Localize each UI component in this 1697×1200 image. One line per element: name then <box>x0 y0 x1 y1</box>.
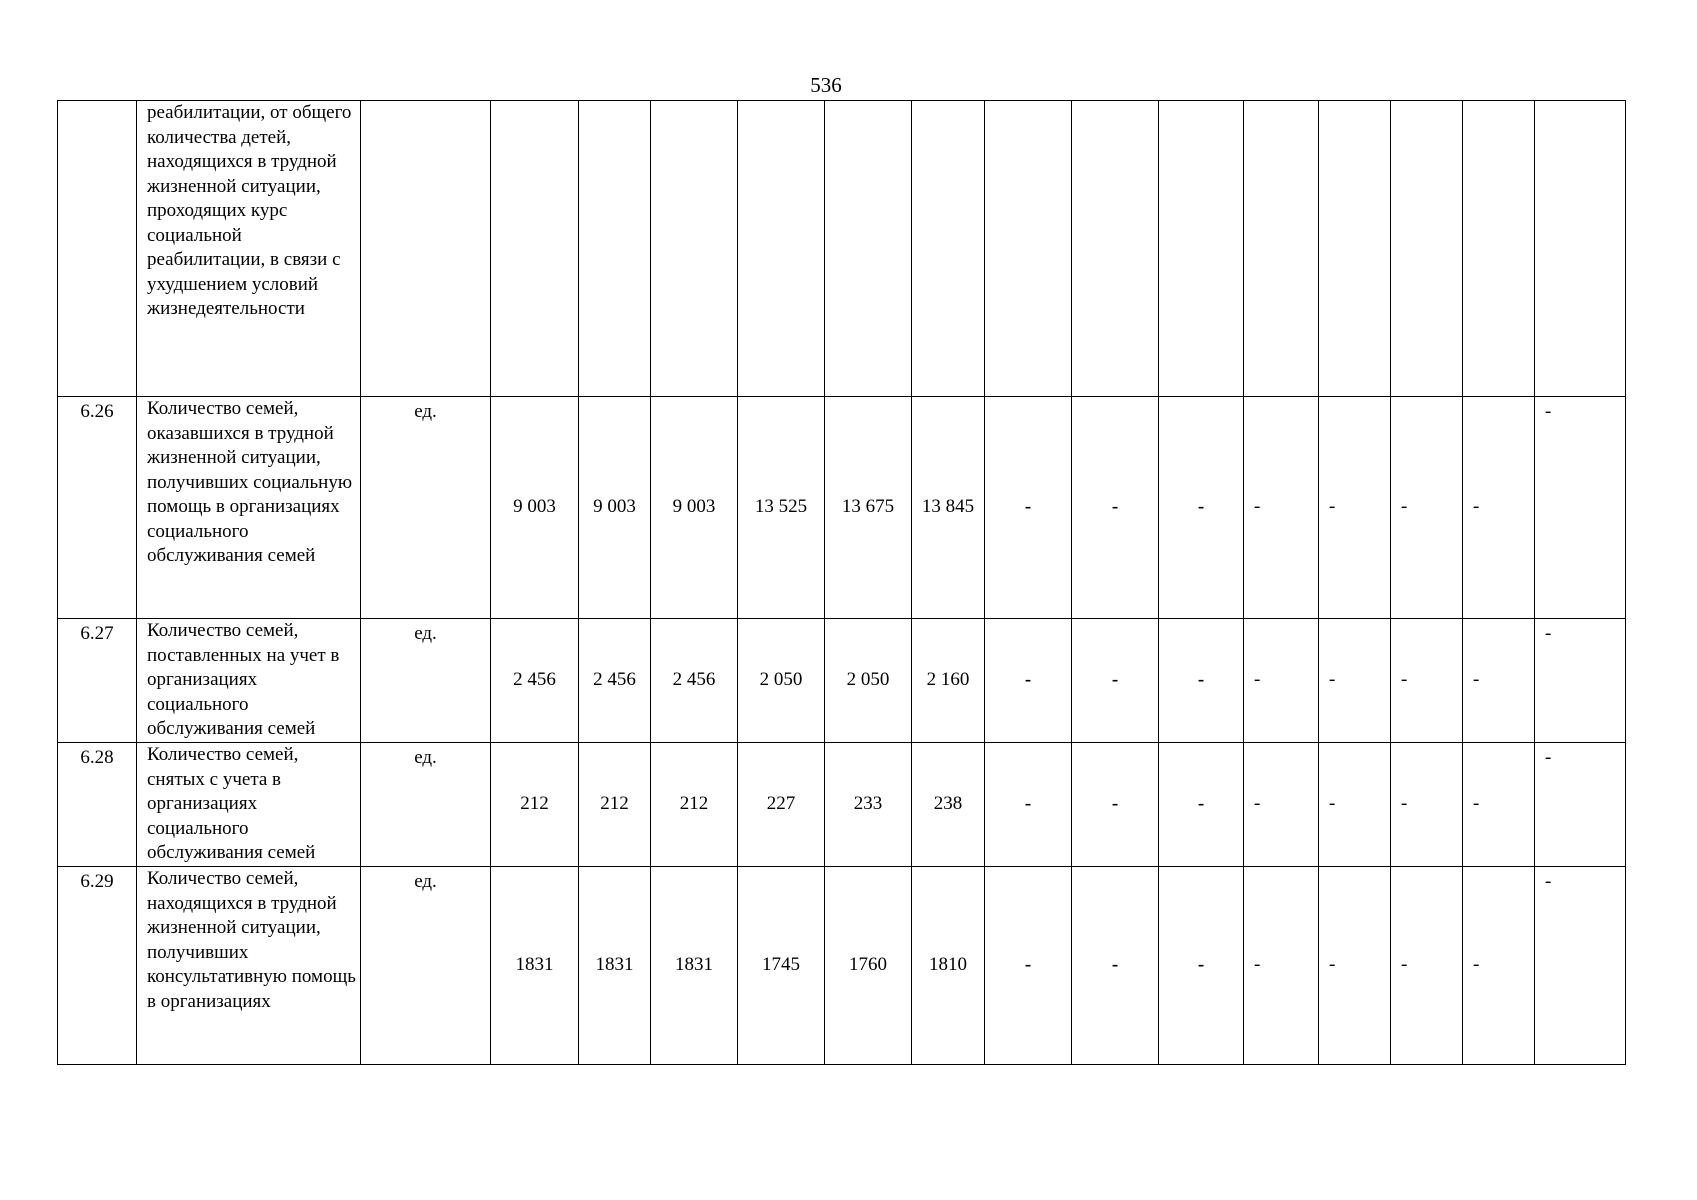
table-row <box>58 101 1626 397</box>
dash-cell <box>1319 101 1391 397</box>
value-cell <box>912 101 985 397</box>
indicator-name: Количество семей, оказавшихся в трудной жизненной ситуации, получивших социальную помощь в организациях социального обслуживания семей <box>137 397 361 619</box>
last-column-cell: - <box>1535 743 1626 867</box>
dash-cell: - <box>1463 619 1535 743</box>
indicator-name: реабилитации, от общего количества детей, находящихся в трудной жизненной ситуации, проходящих курс социальной реабилитации, в связи с ухудшением условий жизнедеятельности <box>137 101 361 397</box>
row-number <box>58 101 137 397</box>
value-cell: 238 <box>912 743 985 867</box>
dash-cell: - <box>1072 867 1159 1065</box>
dash-cell <box>1072 101 1159 397</box>
dash-cell <box>1244 101 1319 397</box>
last-column-cell: - <box>1535 867 1626 1065</box>
dash-cell: - <box>985 867 1072 1065</box>
value-cell: 1760 <box>825 867 912 1065</box>
dash-cell: - <box>1391 619 1463 743</box>
dash-cell: - <box>985 743 1072 867</box>
dash-cell: - <box>1319 397 1391 619</box>
dash-cell: - <box>1159 867 1244 1065</box>
unit-cell <box>361 101 491 397</box>
value-cell: 13 845 <box>912 397 985 619</box>
dash-cell: - <box>1319 867 1391 1065</box>
value-cell: 2 456 <box>651 619 738 743</box>
last-column-cell: - <box>1535 619 1626 743</box>
value-cell: 9 003 <box>579 397 651 619</box>
dash-cell: - <box>1159 397 1244 619</box>
value-cell <box>651 101 738 397</box>
dash-cell: - <box>1391 397 1463 619</box>
row-number: 6.26 <box>58 397 137 619</box>
last-column-cell <box>1535 101 1626 397</box>
value-cell: 13 525 <box>738 397 825 619</box>
dash-cell: - <box>1159 743 1244 867</box>
dash-cell: - <box>1072 619 1159 743</box>
value-cell: 9 003 <box>491 397 579 619</box>
unit-cell: ед. <box>361 619 491 743</box>
value-cell <box>825 101 912 397</box>
table-row <box>58 397 1626 619</box>
value-cell: 1831 <box>651 867 738 1065</box>
value-cell: 1831 <box>579 867 651 1065</box>
dash-cell <box>1159 101 1244 397</box>
dash-cell <box>1391 101 1463 397</box>
indicator-name: Количество семей, находящихся в трудной жизненной ситуации, получивших консультативную помощь в организациях <box>137 867 361 1065</box>
value-cell: 1831 <box>491 867 579 1065</box>
value-cell: 2 050 <box>738 619 825 743</box>
dash-cell: - <box>1463 743 1535 867</box>
value-cell: 2 050 <box>825 619 912 743</box>
dash-cell: - <box>985 619 1072 743</box>
table-row <box>58 743 1626 867</box>
dash-cell: - <box>1244 867 1319 1065</box>
indicator-name: Количество семей, снятых с учета в организациях социального обслуживания семей <box>137 743 361 867</box>
dash-cell: - <box>985 397 1072 619</box>
value-cell: 9 003 <box>651 397 738 619</box>
dash-cell: - <box>1159 619 1244 743</box>
dash-cell: - <box>1463 397 1535 619</box>
value-cell <box>491 101 579 397</box>
last-column-cell: - <box>1535 397 1626 619</box>
dash-cell: - <box>1391 867 1463 1065</box>
value-cell: 233 <box>825 743 912 867</box>
dash-cell: - <box>1072 397 1159 619</box>
unit-cell: ед. <box>361 867 491 1065</box>
value-cell: 227 <box>738 743 825 867</box>
dash-cell: - <box>1463 867 1535 1065</box>
indicators-table <box>57 100 1626 1065</box>
row-number: 6.29 <box>58 867 137 1065</box>
unit-cell: ед. <box>361 743 491 867</box>
table-row <box>58 619 1626 743</box>
dash-cell: - <box>1319 619 1391 743</box>
value-cell: 212 <box>579 743 651 867</box>
dash-cell: - <box>1319 743 1391 867</box>
dash-cell: - <box>1244 619 1319 743</box>
row-number: 6.27 <box>58 619 137 743</box>
dash-cell <box>985 101 1072 397</box>
value-cell <box>738 101 825 397</box>
value-cell <box>579 101 651 397</box>
row-number: 6.28 <box>58 743 137 867</box>
dash-cell: - <box>1072 743 1159 867</box>
value-cell: 1810 <box>912 867 985 1065</box>
dash-cell: - <box>1244 397 1319 619</box>
value-cell: 2 456 <box>491 619 579 743</box>
indicator-name: Количество семей, поставленных на учет в организациях социального обслуживания семей <box>137 619 361 743</box>
value-cell: 2 456 <box>579 619 651 743</box>
value-cell: 1745 <box>738 867 825 1065</box>
value-cell: 13 675 <box>825 397 912 619</box>
dash-cell: - <box>1244 743 1319 867</box>
value-cell: 212 <box>491 743 579 867</box>
unit-cell: ед. <box>361 397 491 619</box>
value-cell: 2 160 <box>912 619 985 743</box>
dash-cell: - <box>1391 743 1463 867</box>
value-cell: 212 <box>651 743 738 867</box>
dash-cell <box>1463 101 1535 397</box>
page-number: 536 <box>810 73 842 97</box>
table-row <box>58 867 1626 1065</box>
